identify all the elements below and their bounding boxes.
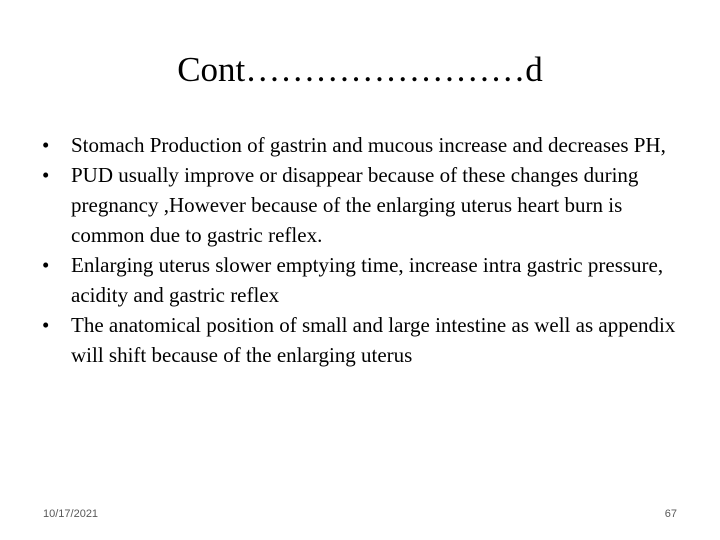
bullet-text-3: Enlarging uterus slower emptying time, increase intra gastric pressure, acidity and gastric reflex (71, 253, 664, 307)
bullet-item-2 (42, 160, 682, 250)
slide-title: Cont……………………d (177, 50, 543, 89)
footer-page-number: 67 (664, 508, 677, 520)
bullet-text-1: Stomach Production of gastrin and mucous increase and decreases PH, (71, 133, 666, 157)
bullet-dot-icon: • (42, 163, 50, 187)
bullet-text-4: The anatomical position of small and large intestine as well as appendix will shift because of the enlarging uterus (71, 313, 676, 367)
bullet-item-4 (42, 310, 682, 370)
footer-date: 10/17/2021 (43, 508, 99, 520)
bullet-item-1 (42, 130, 682, 160)
bullet-dot-icon: • (42, 133, 50, 157)
bullet-dot-icon: • (42, 253, 50, 277)
bullet-list (42, 130, 682, 370)
bullet-text-2: PUD usually improve or disappear because of these changes during pregnancy ,However because of the enlarging uterus heart burn is common due to gastric reflex. (71, 163, 639, 247)
bullet-item-3 (42, 250, 682, 310)
bullet-dot-icon: • (42, 313, 50, 337)
